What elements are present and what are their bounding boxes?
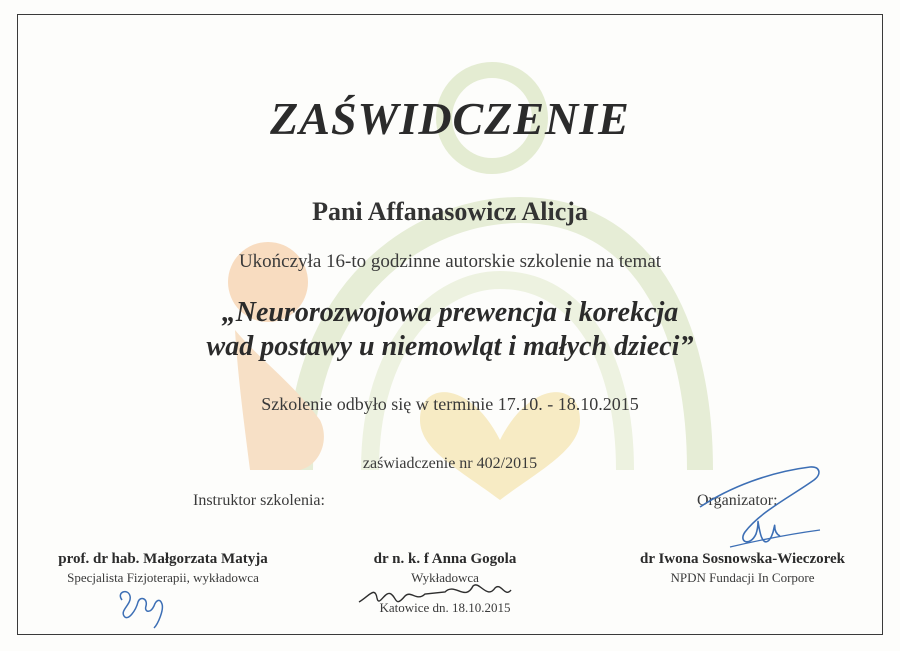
signatory-1-name: prof. dr hab. Małgorzata Matyja [58, 551, 268, 567]
signatory-2-role: Wykładowca [411, 570, 479, 585]
organizer-signature [690, 452, 830, 562]
signatory-2-name: dr n. k. f Anna Gogola [373, 551, 517, 567]
signatory-1-role: Specjalista Fizjoterapii, wykładowca [67, 570, 259, 585]
training-dates: Szkolenie odbyło się w terminie 17.10. - 18.10.2015 [261, 394, 639, 414]
signatory-2-place-date: Katowice dn. 18.10.2015 [379, 600, 511, 615]
training-topic-line-1: „Neurorozwojowa prewencja i korekcja [221, 297, 679, 328]
training-topic-line-2: wad postawy u niemowląt i małych dzieci” [206, 331, 694, 362]
completion-text: Ukończyła 16-to godzinne autorskie szkolenie na temat [238, 251, 662, 272]
signatory-3-name: dr Iwona Sosnowska-Wieczorek [639, 551, 846, 567]
training-topic [0, 296, 900, 364]
certificate-number: zaświadczenie nr 402/2015 [362, 455, 538, 472]
recipient-name: Pani Affanasowicz Alicja [312, 197, 588, 226]
signatory-3-role: NPDN Fundacji In Corpore [670, 570, 815, 585]
signatory-1-signature [110, 580, 180, 630]
certificate-title: ZAŚWIDCZENIE [270, 93, 630, 144]
organizer-label: Organizator: [697, 492, 778, 509]
instructor-label: Instruktor szkolenia: [193, 492, 325, 509]
